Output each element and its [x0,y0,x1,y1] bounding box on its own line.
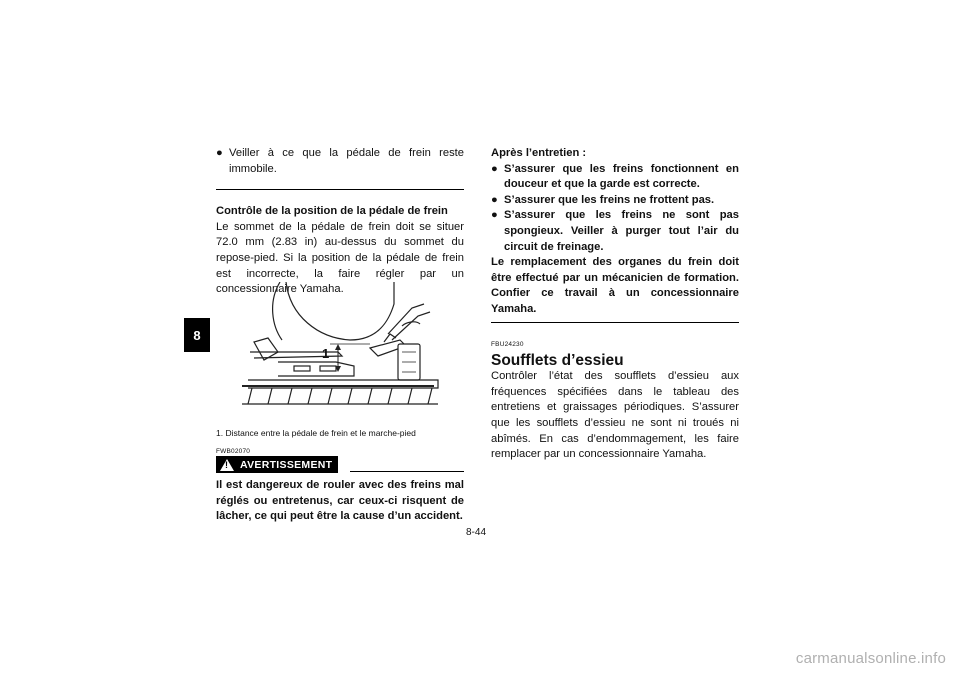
bullet-item [491,208,739,255]
bullet-text: S’assurer que les freins fonctionnent en douceur et que la garde est correcte. [504,162,739,191]
bullet-text: Veiller à ce que la pédale de frein reste immobile. [229,147,464,175]
bullet-icon: ● [491,209,498,222]
divider [491,322,739,323]
warning-badge [216,456,338,473]
left-column [216,146,464,298]
bullet-text: S’assurer que les freins ne frottent pas. [504,193,715,206]
bullet-item [216,146,464,177]
figure-callout-label: 1 [322,346,330,361]
section-title: Soufflets d’essieu [491,352,624,370]
warning-header [216,456,464,473]
brake-pedal-figure [238,282,448,412]
section-code: FBU24230 [491,340,524,348]
warning-rule [350,471,464,472]
figure-caption: 1. Distance entre la pédale de frein et le marche-pied [216,428,416,438]
divider [216,189,464,190]
section-title: Contrôle de la position de la pédale de frein [216,205,448,218]
chapter-number: 8 [193,327,201,343]
right-column [491,146,739,463]
bullet-icon: ● [216,147,223,159]
watermark-text: carmanualsonline.info [795,650,946,667]
warning-code: FWB02070 [216,448,251,455]
section-body: Le sommet de la pédale de frein doit se situer 72.0 mm (2.83 in) au-dessus du sommet du repose-pied. Si la position de la pédale de frein est incorrecte, la faire régler par un concessionnaire Yamaha. [216,220,464,296]
bullet-icon: ● [491,162,498,175]
section-body: Contrôler l’état des soufflets d’essieu aux fréquences spécifiées dans le tableau des entretiens et graissages périodiques. S’assurer que les soufflets d’essieu ne sont ni troués ni abîmés. En cas d’endommagement, les faire remplacer par un concessionnaire Yamaha. [491,370,739,461]
chapter-tab [184,318,210,352]
bullet-item [491,162,739,193]
after-service-title: Après l’entretien : [491,147,587,159]
warning-icon: ! [220,459,234,471]
bullet-item [491,193,739,209]
brake-pedal-illustration [238,282,448,412]
warning-label: AVERTISSEMENT [240,458,333,471]
bullet-icon: ● [491,193,498,206]
dealer-note: Le remplacement des organes du frein doit être effectué par un mécanicien de formation. Confier ce travail à un concessionnaire Yamaha. [491,256,739,315]
page-number: 8-44 [466,527,487,538]
warning-text: Il est dangereux de rouler avec des freins mal réglés ou entretenus, car ceux-ci risquent de lâcher, ce qui peut être la cause d’un accident. [216,479,464,523]
bullet-text: S’assurer que les freins ne sont pas spongieux. Veiller à purger tout l’air du circuit de freinage. [504,209,739,253]
